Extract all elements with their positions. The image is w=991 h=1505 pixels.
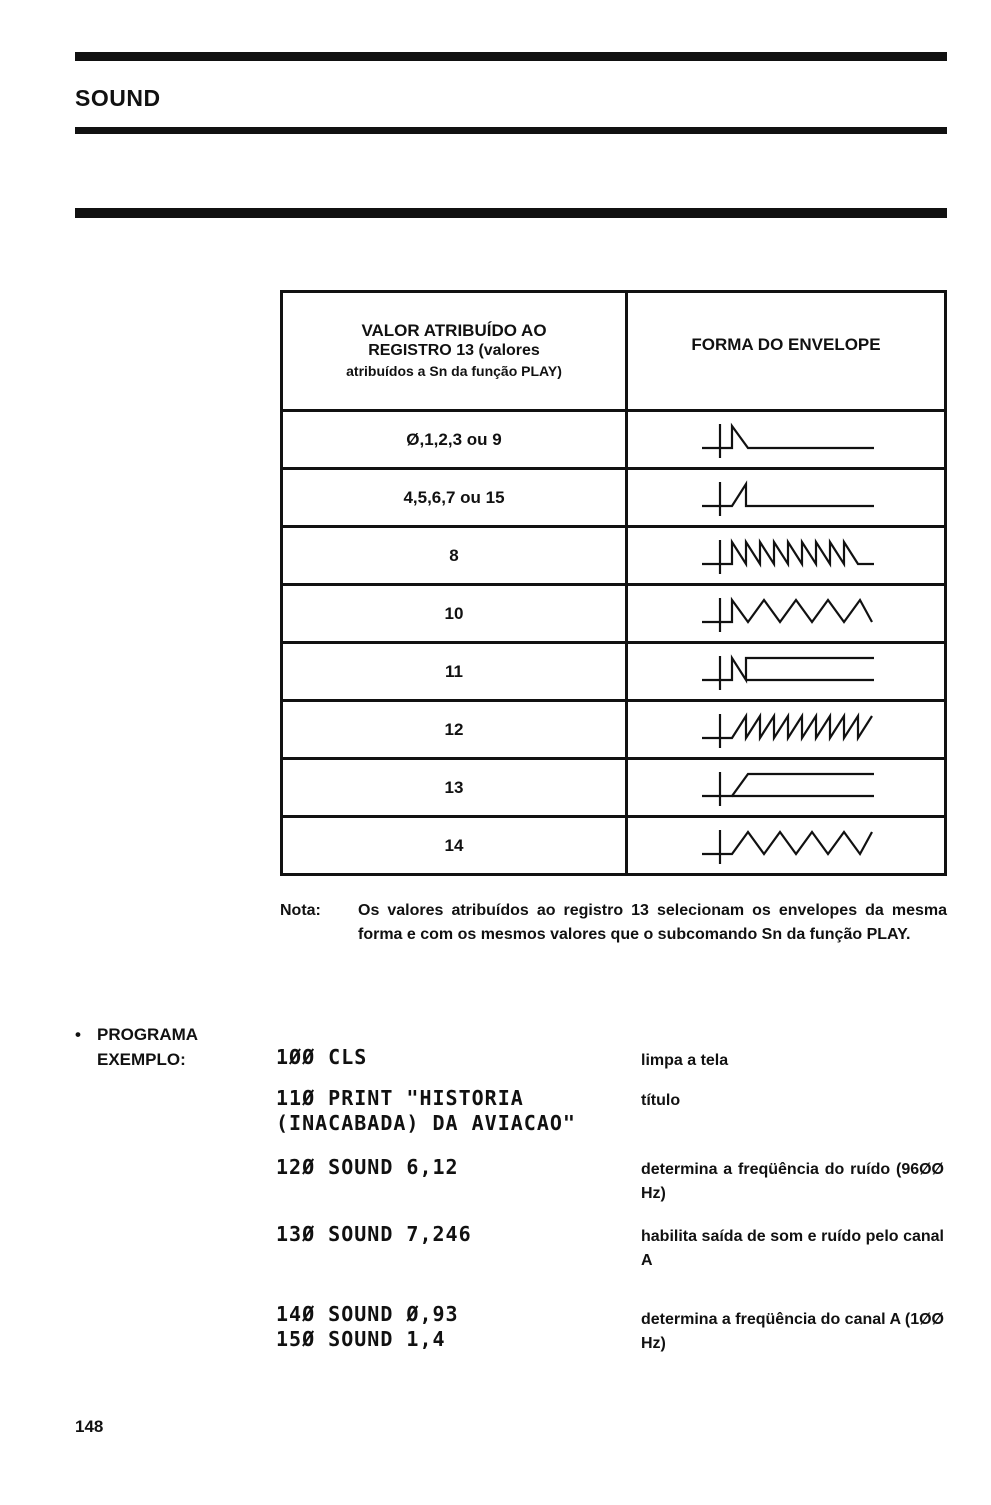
table-row — [282, 701, 946, 759]
envelope-triangle-inverted-icon — [696, 826, 876, 866]
header-line-3: atribuídos a Sn da função PLAY) — [346, 363, 562, 379]
header-line-1: VALOR ATRIBUÍDO AO — [361, 321, 547, 340]
envelope-single-attack-icon — [696, 478, 876, 518]
envelope-cell — [627, 411, 946, 469]
table-row — [282, 411, 946, 469]
table-row — [282, 759, 946, 817]
envelope-table — [280, 290, 947, 876]
code-line-130: 13Ø SOUND 7,246 — [276, 1222, 472, 1246]
table-row — [282, 527, 946, 585]
top-rule — [75, 52, 947, 61]
envelope-cell — [627, 701, 946, 759]
table-row — [282, 469, 946, 527]
register-value: 10 — [282, 585, 627, 643]
code-desc-110: título — [641, 1092, 681, 1109]
envelope-cell — [627, 527, 946, 585]
register-value: 11 — [282, 643, 627, 701]
header-line-2: REGISTRO 13 (valores — [368, 342, 540, 359]
envelope-cell — [627, 585, 946, 643]
program-label-line-1: PROGRAMA — [97, 1025, 199, 1044]
envelope-cell — [627, 759, 946, 817]
code-desc-130: habilita saída de som e ruído pelo canal A — [641, 1228, 944, 1269]
table-row — [282, 585, 946, 643]
code-line-100: 1ØØ CLS — [276, 1045, 368, 1069]
code-desc-140-150: determina a freqüência do canal A (1ØØ Hz) — [641, 1311, 944, 1352]
register-value: 13 — [282, 759, 627, 817]
envelope-repeated-attack-icon — [696, 710, 876, 750]
code-desc-100: limpa a tela — [641, 1052, 729, 1069]
register-value: 8 — [282, 527, 627, 585]
envelope-single-decay-icon — [696, 420, 876, 460]
envelope-cell — [627, 643, 946, 701]
register-value: 12 — [282, 701, 627, 759]
table-header-row — [282, 292, 946, 411]
envelope-decay-hold-high-icon — [696, 652, 876, 692]
header-envelope-shape — [627, 292, 946, 411]
envelope-attack-hold-high-icon — [696, 768, 876, 808]
table-row — [282, 643, 946, 701]
note-label: Nota: — [280, 902, 321, 919]
code-line-120: 12Ø SOUND 6,12 — [276, 1155, 459, 1179]
header-envelope-label: FORMA DO ENVELOPE — [691, 335, 881, 354]
envelope-repeated-decay-icon — [696, 536, 876, 576]
table-row — [282, 817, 946, 875]
bullet-icon: • — [75, 1025, 81, 1044]
register-value: 14 — [282, 817, 627, 875]
envelope-cell — [627, 469, 946, 527]
envelope-cell — [627, 817, 946, 875]
title-underline-rule — [75, 127, 947, 134]
register-value: Ø,1,2,3 ou 9 — [282, 411, 627, 469]
note-text: Os valores atribuídos ao registro 13 selecionam os envelopes da mesma forma e com os mesmos valores que o subcomando Sn da função PLAY. — [358, 902, 947, 943]
header-register-value — [282, 292, 627, 411]
page-number: 148 — [75, 1417, 104, 1436]
code-line-140-150: 14Ø SOUND Ø,93 15Ø SOUND 1,4 — [276, 1302, 459, 1351]
program-label-line-2: EXEMPLO: — [97, 1050, 186, 1069]
lower-rule — [75, 208, 947, 218]
register-value: 4,5,6,7 ou 15 — [282, 469, 627, 527]
section-title: SOUND — [75, 85, 161, 111]
code-line-110: 11Ø PRINT "HISTORIA (INACABADA) DA AVIACAO" — [276, 1086, 576, 1135]
code-desc-120: determina a freqüência do ruído (96ØØ Hz) — [641, 1161, 944, 1202]
envelope-triangle-icon — [696, 594, 876, 634]
